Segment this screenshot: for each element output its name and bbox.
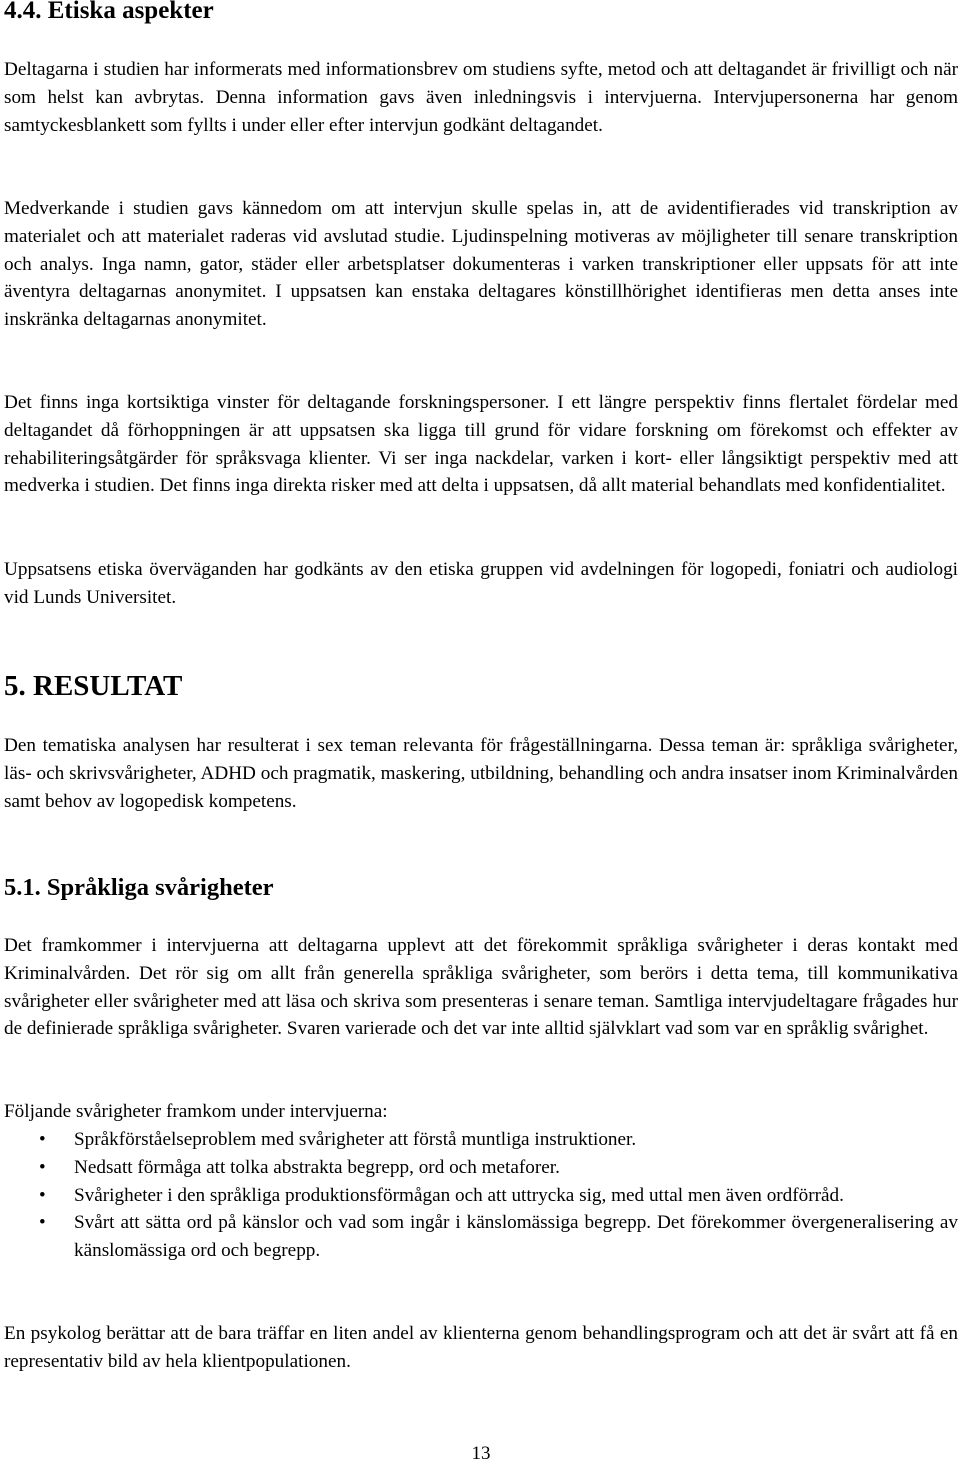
section-heading-sprakliga-svarigheter: 5.1. Språkliga svårigheter (4, 874, 274, 901)
bullet-icon: • (39, 1184, 46, 1206)
paragraph-thematic-analysis: Den tematiska analysen har resulterat i sex teman relevanta för frågeställningarna. Dessa teman är: språkliga svårigheter, läs- och skrivsvårigheter, ADHD och pragmatik, maskering, utbildning, behandling och andra insatser inom Kriminalvården samt behov av logopedisk kompetens. (4, 735, 958, 812)
list-item-text: Svårt att sätta ord på känslor och vad som ingår i känslomässiga begrepp. Det förekommer övergeneralisering av känslomässiga ord och begrepp. (74, 1212, 958, 1262)
chapter-heading-resultat: 5. RESULTAT (4, 670, 183, 702)
list-item (4, 1182, 958, 1210)
paragraph-informed-consent: Deltagarna i studien har informerats med informationsbrev om studiens syfte, metod och att deltagandet är frivilligt och när som helst kan avbrytas. Denna information gavs även inledningsvis i intervjuerna. Intervjupersonerna har genom samtyckesblankett som fyllts i under eller efter intervjun godkänt deltagandet. (4, 59, 958, 136)
list-item (4, 1126, 958, 1154)
bullet-icon: • (39, 1212, 46, 1234)
list-item (4, 1209, 958, 1265)
document-page (4, 0, 958, 1467)
list-item (4, 1154, 958, 1182)
list-item-text: Svårigheter i den språkliga produktionsförmågan och att uttrycka sig, med uttal men även ordförråd. (74, 1184, 844, 1206)
paragraph-language-difficulties: Det framkommer i intervjuerna att deltagarna upplevt att det förekommit språkliga svårigheter i deras kontakt med Kriminalvården. Det rör sig om allt från generella språkliga svårigheter, som berörs i detta tema, till kommunikativa svårigheter eller svårigheter med att läsa och skriva som presenteras i senare teman. Samtliga intervjudeltagare frågades hur de definierade språkliga svårigheter. Svaren varierade och det var inte alltid självklart vad som var en språklig svårighet. (4, 935, 958, 1040)
list-intro: Följande svårigheter framkom under intervjuerna: (4, 1101, 388, 1122)
paragraph-recording-anonymity: Medverkande i studien gavs kännedom om att intervjun skulle spelas in, att de avidentifierades vid transkription av materialet och att materialet raderas vid avslutad studie. Ljudinspelning motiveras av möjligheter till senare transkription och analys. Inga namn, gator, städer eller arbetsplatser dokumenteras i varken transkriptioner eller uppsats för att inte äventyra deltagarnas anonymitet. I uppsatsen kan enstaka deltagares könstillhörighet identifieras men detta anses inte inskränka deltagarnas anonymitet. (4, 198, 958, 331)
paragraph-psychologist: En psykolog berättar att de bara träffar en liten andel av klienterna genom behandlingsprogram och att det är svårt att få en representativ bild av hela klientpopulationen. (4, 1323, 958, 1372)
section-heading-etiska-aspekter: 4.4. Etiska aspekter (4, 0, 214, 24)
bullet-icon: • (39, 1156, 46, 1178)
list-item-text: Språkförståelseproblem med svårigheter att förstå muntliga instruktioner. (74, 1129, 637, 1150)
page-number: 13 (471, 1443, 491, 1464)
paragraph-ethics-approval: Uppsatsens etiska överväganden har godkänts av den etiska gruppen vid avdelningen för logopedi, foniatri och audiologi vid Lunds Universitet. (4, 559, 958, 608)
list-item-text: Nedsatt förmåga att tolka abstrakta begrepp, ord och metaforer. (74, 1156, 560, 1178)
difficulties-list (4, 1126, 958, 1265)
paragraph-benefits-risks: Det finns inga kortsiktiga vinster för deltagande forskningspersoner. I ett längre perspektiv finns flertalet fördelar med deltagandet då förhoppningen är att uppsatsen ska ligga till grund för vidare forskning om förekomst och effekter av rehabiliteringsåtgärder för språksvaga klienter. Vi ser inga nackdelar, varken i kort- eller långsiktigt perspektiv med att medverka i studien. Det finns inga direkta risker med att delta i uppsatsen, då allt material behandlats med konfidentialitet. (4, 392, 958, 497)
bullet-icon: • (39, 1129, 46, 1150)
